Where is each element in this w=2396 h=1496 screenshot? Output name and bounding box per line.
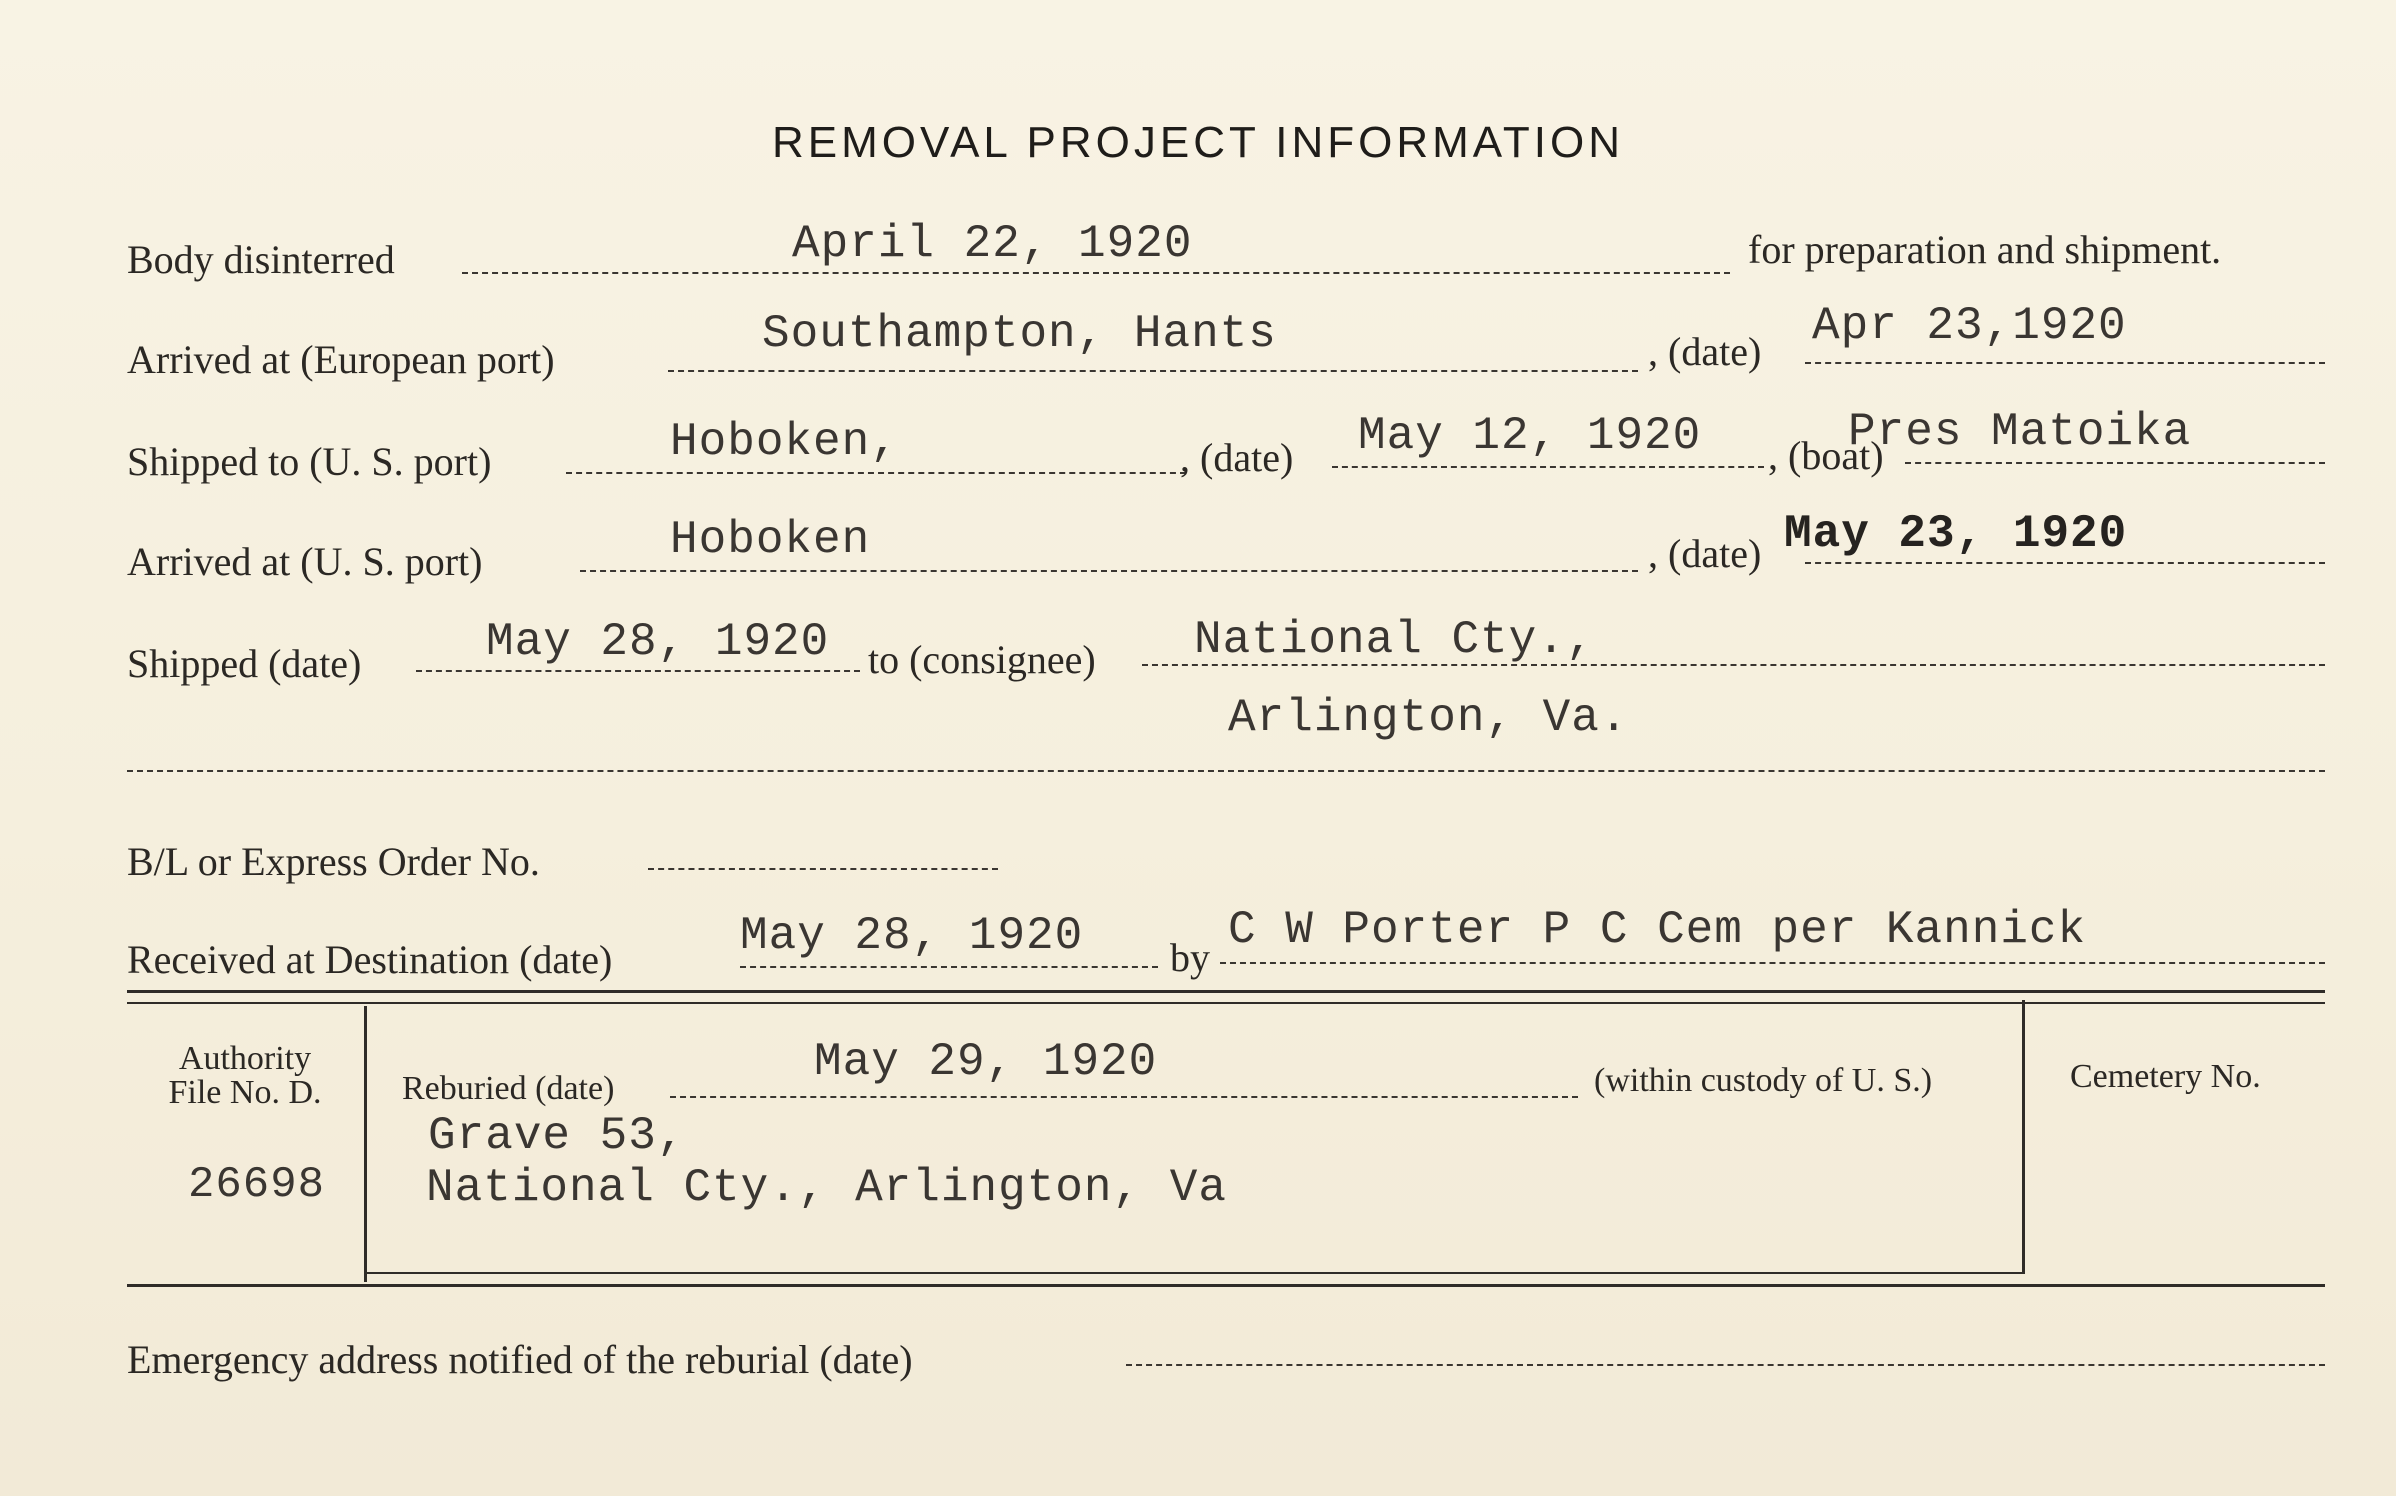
arrived-us-date: May 23, 1920	[1784, 508, 2128, 560]
box-divider-right	[2022, 1000, 2025, 1272]
arrived-european-date-label: , (date)	[1648, 329, 1762, 374]
shipped-us-date-line	[1332, 466, 1764, 468]
body-disinterred-suffix: for preparation and shipment.	[1748, 227, 2222, 272]
shipped-us-date: May 12, 1920	[1358, 410, 1702, 462]
arrived-european-date-line	[1805, 362, 2325, 364]
reburied-date: May 29, 1920	[814, 1036, 1158, 1088]
reburied-date-line	[670, 1096, 1578, 1098]
arrived-us-value: Hoboken	[670, 514, 871, 566]
shipped-us-boat-label: , (boat)	[1768, 433, 1884, 478]
reburied-grave: Grave 53,	[428, 1110, 686, 1162]
consignee-line1: National Cty.,	[1194, 614, 1595, 666]
authority-number: 26698	[188, 1160, 326, 1210]
shipped-us-date-label: , (date)	[1180, 435, 1294, 480]
bl-order-line	[648, 868, 998, 870]
received-date: May 28, 1920	[740, 910, 1084, 962]
body-disinterred-line	[462, 272, 1730, 274]
shipped-us-line	[566, 472, 1186, 474]
shipped-date: May 28, 1920	[486, 616, 830, 668]
arrived-us-label: Arrived at (U. S. port)	[127, 539, 483, 584]
consignee-continuation-line	[127, 770, 2325, 772]
box-top-rule-2	[127, 1002, 2325, 1004]
consignee-line2: Arlington, Va.	[1228, 692, 1629, 744]
emergency-label: Emergency address notified of the reburial (date)	[127, 1337, 913, 1382]
body-disinterred-label: Body disinterred	[127, 237, 395, 282]
bl-order-label: B/L or Express Order No.	[127, 839, 540, 884]
consignee-label: to (consignee)	[868, 637, 1096, 682]
shipped-us-boat: Pres Matoika	[1848, 406, 2192, 458]
emergency-line	[1126, 1364, 2325, 1366]
received-label: Received at Destination (date)	[127, 937, 613, 982]
box-top-rule-1	[127, 990, 2325, 993]
shipped-us-label: Shipped to (U. S. port)	[127, 439, 492, 484]
arrived-us-date-label: , (date)	[1648, 531, 1762, 576]
arrived-european-date: Apr 23,1920	[1812, 300, 2127, 352]
shipped-date-label: Shipped (date)	[127, 641, 362, 686]
cemetery-no-label: Cemetery No.	[2070, 1058, 2261, 1095]
received-by-line	[1220, 962, 2325, 964]
arrived-european-value: Southampton, Hants	[762, 308, 1277, 360]
received-by: C W Porter P C Cem per Kannick	[1228, 904, 2087, 956]
shipped-us-boat-line	[1905, 462, 2325, 464]
arrived-us-date-line	[1805, 562, 2325, 564]
shipped-us-value: Hoboken,	[670, 416, 899, 468]
reburied-bottom-rule	[364, 1272, 2025, 1274]
arrived-us-line	[580, 570, 1638, 572]
body-disinterred-value: April 22, 1920	[792, 218, 1193, 270]
shipped-date-line	[416, 670, 860, 672]
arrived-european-line	[668, 370, 1638, 372]
authority-label-line2: File No. D.	[168, 1074, 322, 1111]
received-by-label: by	[1170, 935, 1210, 980]
reburied-label: Reburied (date)	[402, 1070, 615, 1107]
box-bottom-rule	[127, 1284, 2325, 1287]
authority-label-line1: Authority	[178, 1040, 312, 1077]
box-divider-left	[364, 1006, 367, 1282]
arrived-european-label: Arrived at (European port)	[127, 337, 555, 382]
card-title: REMOVAL PROJECT INFORMATION	[772, 118, 1624, 167]
custody-note: (within custody of U. S.)	[1594, 1062, 1933, 1099]
reburied-location: National Cty., Arlington, Va	[426, 1162, 1227, 1214]
received-date-line	[740, 966, 1158, 968]
